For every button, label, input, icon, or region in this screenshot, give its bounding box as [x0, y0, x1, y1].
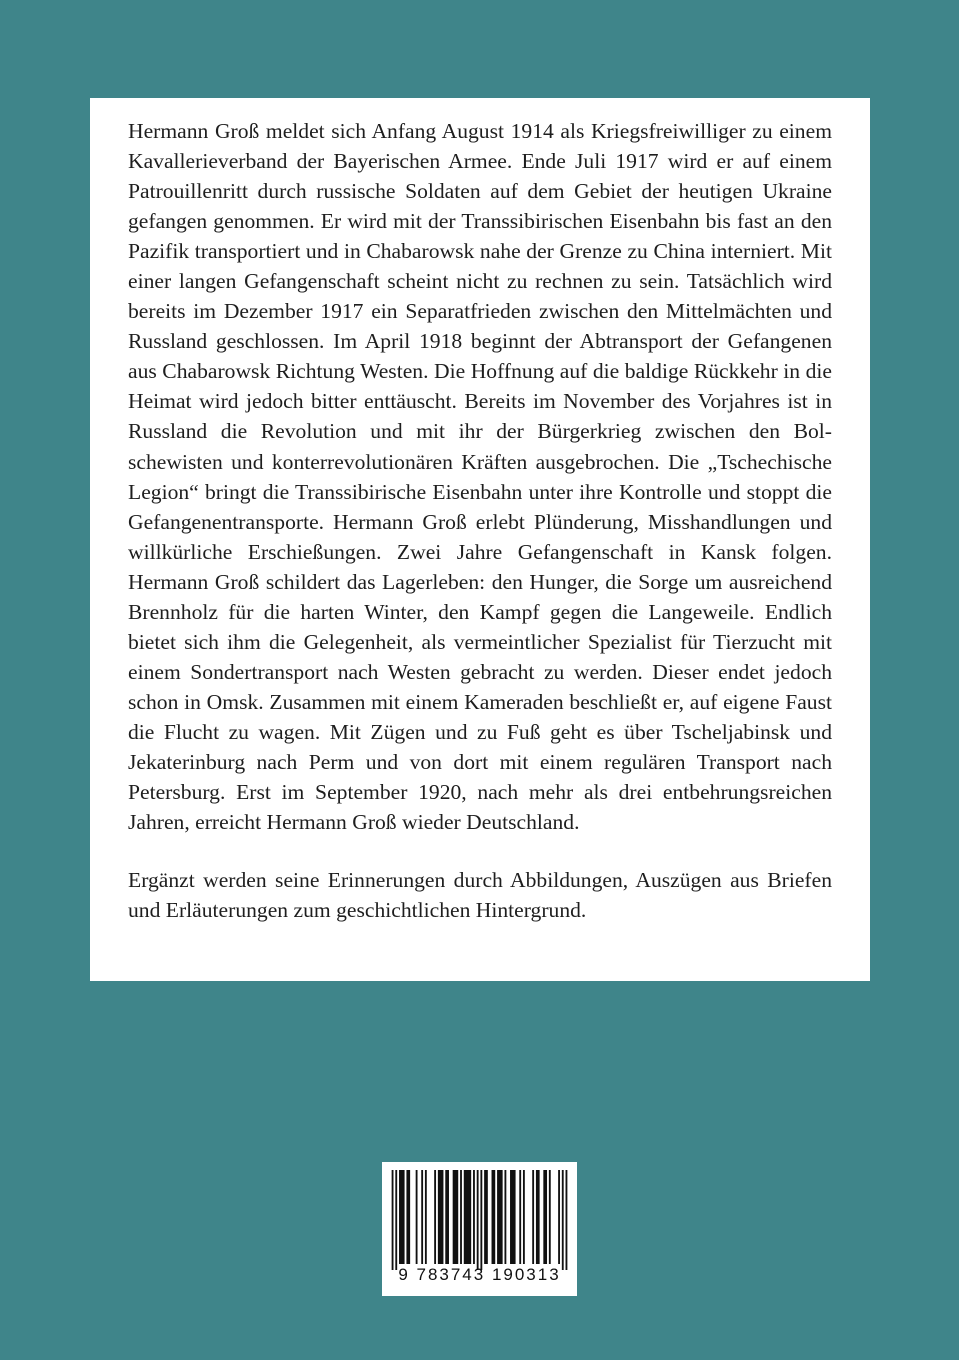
barcode-bar — [460, 1170, 462, 1264]
barcode-bar — [421, 1170, 423, 1264]
barcode-guard-bar — [392, 1170, 394, 1270]
barcode-guard-bar — [562, 1170, 564, 1270]
barcode-bar — [504, 1170, 506, 1264]
barcode-bar — [438, 1170, 444, 1264]
isbn-number: 9 783743 190313 — [398, 1265, 561, 1284]
barcode-bar — [473, 1170, 475, 1264]
barcode-bar — [453, 1170, 459, 1264]
barcode-bar — [406, 1170, 410, 1264]
barcode-bar — [536, 1170, 540, 1264]
barcode-bar — [497, 1170, 503, 1264]
blurb-panel — [90, 98, 870, 981]
barcode-guard-bar — [566, 1170, 568, 1270]
blurb-paragraph-2: Ergänzt werden seine Erinnerungen durch Abbildungen, Auszügen aus Briefen und Erläuterungen zum geschichtlichen Hintergrund. — [128, 868, 832, 923]
barcode-bar — [523, 1170, 525, 1264]
barcode-bar — [492, 1170, 496, 1264]
barcode-bar — [543, 1170, 547, 1264]
blurb-paragraph-1: Hermann Groß meldet sich Anfang August 1914 als Kriegsfreiwilliger zu einem Kavallerieverband der Bayerischen Armee. Ende Juli 1917 wird er auf einem Patrouillenritt durch russische Soldaten auf dem Gebiet der heutigen Ukraine gefangen genommen. Er wird mit der Transsibirischen Eisenbahn bis fast an den Pazifik transportiert und in Chabarowsk nahe der Grenze zu China interniert. Mit einer langen Gefangenschaft scheint nicht zu rechnen zu sein. Tatsächlich wird bereits im Dezember 1917 ein Separatfrieden zwischen den Mittelmächten und Russland geschlossen. Im April 1918 beginnt der Abtransport der Gefangenen aus Chabarowsk Richtung Westen. Die Hoffnung auf die baldige Rückkehr in die Heimat wird jedoch bitter enttäuscht. Bereits im November des Vorjahres ist in Russland die Revolution und mit ihr der Bürgerkrieg zwischen den Bolschewisten und konterrevolutionären Kräften ausgebrochen. Die „Tschechische Legion“ bringt die Transsibirische Eisenbahn unter ihre Kontrolle und stoppt die Gefangenentransporte. Hermann Groß erlebt Plünderung, Misshandlungen und willkürliche Erschießungen. Zwei Jahre Gefangenschaft in Kansk folgen. Hermann Groß schildert das Lagerleben: den Hunger, die Sorge um ausreichend Brennholz für die harten Winter, den Kampf gegen die Langeweile. Endlich bietet sich ihm die Gelegenheit, als vermeintlicher Spezialist für Tierzucht mit einem Sondertransport nach Westen gebracht zu werden. Dieser endet jedoch schon in Omsk. Zusammen mit einem Kameraden beschließt er, auf eigene Faust die Flucht zu wagen. Mit Zügen und zu Fuß geht es über Tscheljabinsk und Jekaterinburg nach Perm und von dort mit einem regulären Transport nach Petersburg. Erst im September 1920, nach mehr als drei entbehrungsreichen Jahren, erreicht Hermann Groß wieder Deutschland. — [128, 119, 832, 835]
barcode-bar — [434, 1170, 436, 1264]
barcode-bar — [464, 1170, 471, 1264]
barcode-bar — [484, 1170, 488, 1264]
barcode-bar — [558, 1170, 560, 1264]
isbn-barcode — [382, 1162, 577, 1296]
barcode-bar — [416, 1170, 418, 1264]
barcode-bar — [549, 1170, 551, 1264]
barcode-bar — [519, 1170, 521, 1264]
barcode-guard-bar — [395, 1170, 397, 1270]
barcode-bar — [425, 1170, 427, 1264]
barcode-guard-bar — [480, 1170, 482, 1270]
barcode-guard-bar — [477, 1170, 479, 1270]
barcode-bar — [510, 1170, 516, 1264]
barcode-bar — [399, 1170, 405, 1264]
barcode-bar — [445, 1170, 449, 1264]
barcode-bar — [532, 1170, 534, 1264]
